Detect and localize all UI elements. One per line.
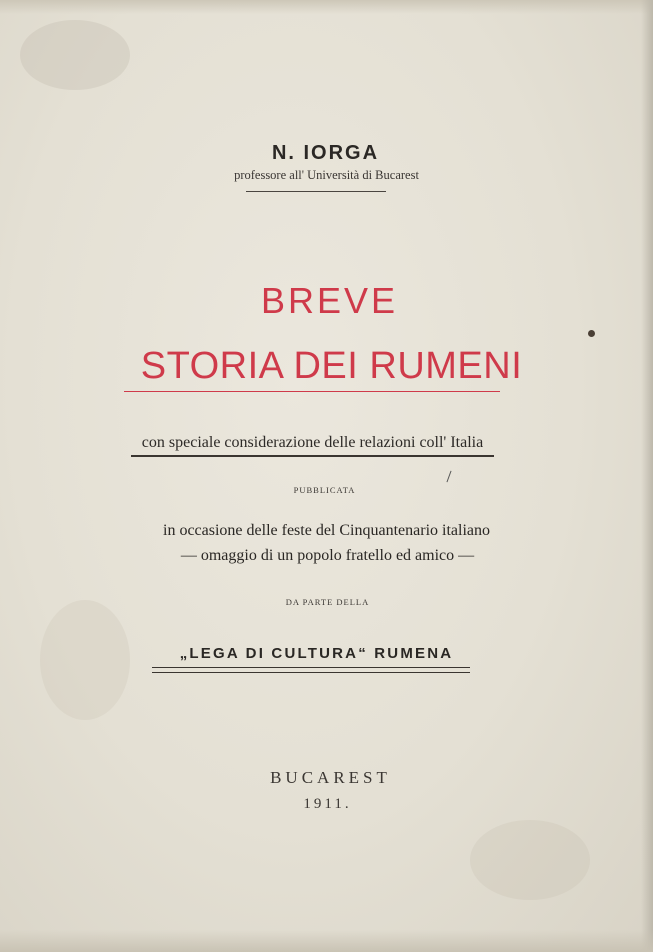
publication-city: BUCAREST <box>270 768 391 787</box>
publication-year: 1911. <box>303 796 352 812</box>
cover-top-edge <box>0 0 653 14</box>
occasion-line-2: — omaggio di un popolo fratello ed amico — <box>180 547 475 564</box>
title-line-2: STORIA DEI RUMENI <box>140 345 523 387</box>
da-parte-label: DA PARTE DELLA <box>285 597 370 607</box>
author-affiliation: professore all' Università di Bucarest <box>234 168 419 182</box>
title-line-1: BREVE <box>260 280 399 321</box>
subtitle-underline <box>131 455 494 457</box>
author-underline <box>246 191 386 192</box>
subtitle: con speciale considerazione delle relazioni coll' Italia <box>141 434 484 451</box>
publisher-underline-top <box>152 667 470 668</box>
publisher-name: „LEGA DI CULTURA“ RUMENA <box>179 645 454 662</box>
title-underline <box>124 391 500 392</box>
paper-stain <box>470 820 590 900</box>
ink-speck <box>588 330 595 337</box>
author-name: N. IORGA <box>271 142 380 164</box>
paper-stain <box>20 20 130 90</box>
pencil-mark <box>446 471 451 483</box>
occasion-line-1: in occasione delle feste del Cinquantenario italiano <box>163 522 490 539</box>
publisher-underline-bottom <box>152 672 470 673</box>
pubblicata-label: PUBBLICATA <box>293 485 356 495</box>
cover-bottom-edge <box>0 930 653 952</box>
